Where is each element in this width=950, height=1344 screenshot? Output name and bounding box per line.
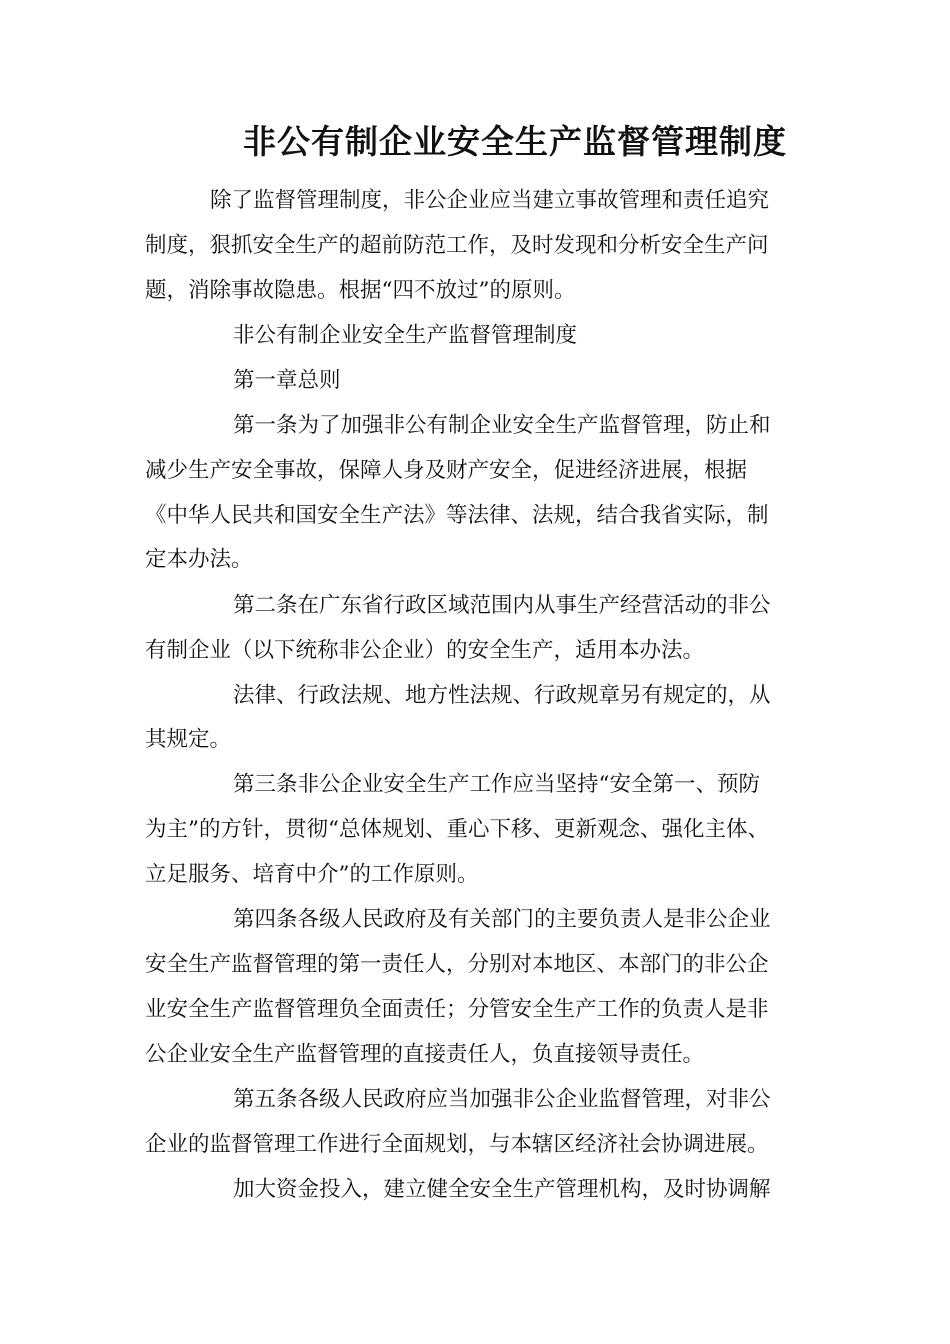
document-title: 非公有制企业安全生产监督管理制度 [243, 122, 787, 161]
body-line-15: 为主”的方针，贯彻“总体规划、重心下移、更新观念、强化主体、 [145, 817, 769, 842]
chapter-heading: 第一章总则 [233, 368, 341, 393]
body-line-11: 有制企业（以下统称非公企业）的安全生产，适用本办法。 [145, 638, 705, 663]
body-line-17: 第四条各级人民政府及有关部门的主要负责人是非公企业 [233, 907, 771, 932]
body-line-1: 除了监督管理制度，非公企业应当建立事故管理和责任追究 [210, 188, 770, 213]
body-line-21: 第五条各级人民政府应当加强非公企业监督管理，对非公 [233, 1087, 771, 1112]
body-line-13: 其规定。 [145, 727, 232, 752]
body-line-16: 立足服务、培育中介”的工作原则。 [145, 862, 479, 887]
body-line-7: 减少生产安全事故，保障人身及财产安全，促进经济进展，根据 [145, 458, 748, 483]
section-heading: 非公有制企业安全生产监督管理制度 [233, 323, 578, 348]
body-line-20: 公企业安全生产监督管理的直接责任人，负直接领导责任。 [145, 1042, 705, 1067]
body-line-8: 《中华人民共和国安全生产法》等法律、法规，结合我省实际，制 [145, 503, 769, 528]
body-line-6: 第一条为了加强非公有制企业安全生产监督管理，防止和 [233, 413, 771, 438]
body-line-22: 企业的监督管理工作进行全面规划，与本辖区经济社会协调进展。 [145, 1132, 769, 1157]
body-line-23: 加大资金投入，建立健全安全生产管理机构，及时协调解 [233, 1177, 771, 1202]
body-line-19: 业安全生产监督管理负全面责任；分管安全生产工作的负责人是非 [145, 997, 769, 1022]
body-line-10: 第二条在广东省行政区域范围内从事生产经营活动的非公 [233, 593, 771, 618]
body-line-14: 第三条非公企业安全生产工作应当坚持“安全第一、预防 [233, 772, 760, 797]
body-line-12: 法律、行政法规、地方性法规、行政规章另有规定的，从 [233, 683, 771, 708]
body-line-18: 安全生产监督管理的第一责任人，分别对本地区、本部门的非公企 [145, 952, 769, 977]
body-line-3: 题，消除事故隐患。根据“四不放过”的原则。 [145, 278, 576, 303]
body-line-9: 定本办法。 [145, 547, 253, 572]
body-line-2: 制度，狠抓安全生产的超前防范工作，及时发现和分析安全生产问 [145, 233, 769, 258]
